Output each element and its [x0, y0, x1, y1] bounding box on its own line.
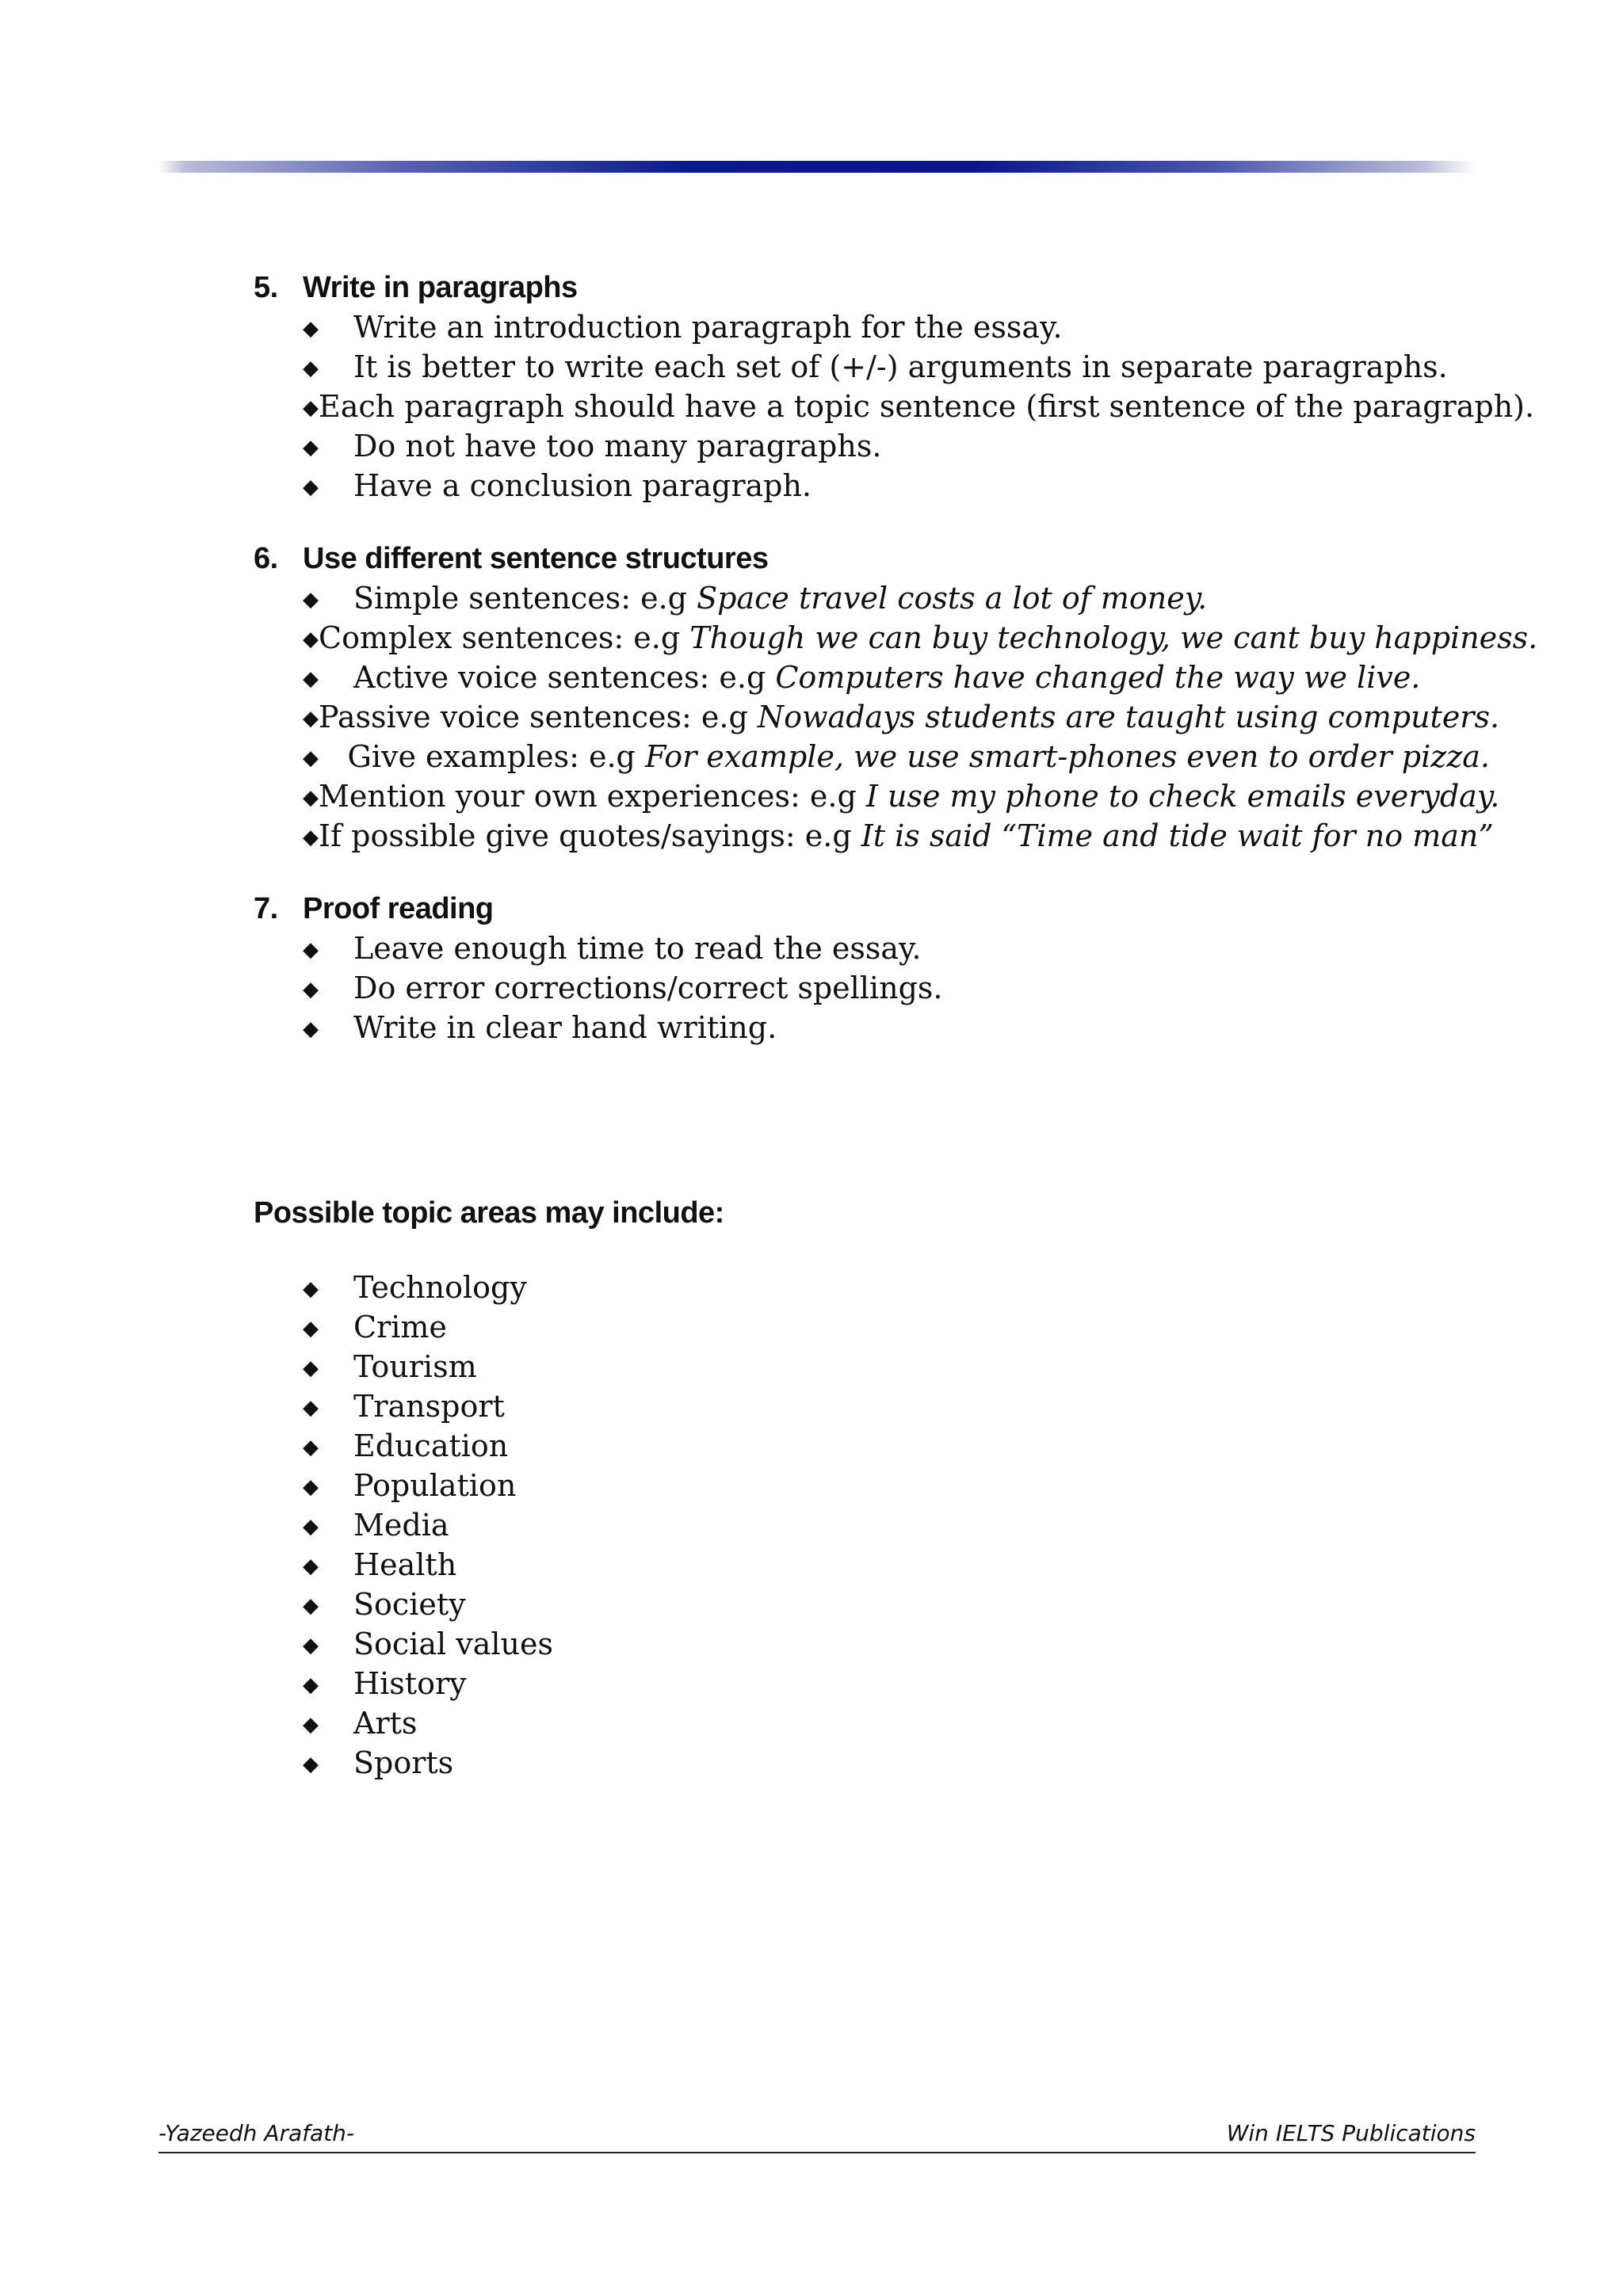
topic-label: Health — [353, 1547, 457, 1582]
item-example: Space travel costs a lot of money. — [697, 581, 1208, 616]
topic-item — [254, 1743, 1490, 1783]
diamond-bullet-icon: ◆ — [303, 317, 319, 341]
topic-label: Arts — [353, 1706, 418, 1741]
diamond-bullet-icon: ◆ — [303, 1634, 319, 1657]
diamond-bullet-icon: ◆ — [303, 1356, 319, 1380]
topic-item — [254, 1426, 1490, 1466]
topic-item — [254, 1585, 1490, 1624]
header-gradient-rule — [158, 161, 1476, 173]
section-title: Proof reading — [303, 892, 494, 925]
section-heading — [254, 889, 1490, 929]
topic-label: Sports — [353, 1745, 454, 1780]
diamond-bullet-icon: ◆ — [303, 1396, 319, 1420]
bullet-list — [254, 929, 1490, 1047]
item-text: Give examples: e.g — [347, 739, 645, 774]
section-number: 6. — [254, 542, 278, 575]
item-text: Passive voice sentences: e.g — [319, 700, 758, 734]
diamond-bullet-icon: ◆ — [303, 667, 319, 691]
item-text: If possible give quotes/sayings: e.g — [319, 818, 861, 853]
diamond-bullet-icon: ◆ — [303, 1515, 319, 1539]
diamond-bullet-icon: ◆ — [303, 357, 319, 380]
diamond-bullet-icon: ◆ — [303, 1436, 319, 1459]
list-item — [254, 387, 1535, 426]
diamond-bullet-icon: ◆ — [303, 1554, 319, 1578]
footer-author: -Yazeedh Arafath- — [158, 2120, 354, 2146]
item-example: For example, we use smart-phones even to order pizza. — [644, 739, 1490, 774]
list-item — [254, 697, 1500, 737]
topic-label: Crime — [353, 1310, 447, 1344]
topics-section — [254, 1268, 1490, 1783]
list-item — [254, 816, 1494, 856]
topic-item — [254, 1703, 1490, 1743]
topics-list — [254, 1268, 1490, 1783]
list-item — [254, 1008, 1490, 1047]
topic-label: Media — [353, 1508, 449, 1543]
topic-item — [254, 1347, 1490, 1386]
item-text: Do not have too many paragraphs. — [353, 429, 882, 463]
diamond-bullet-icon: ◆ — [303, 1017, 319, 1041]
topics-heading: Possible topic areas may include: — [254, 1196, 724, 1230]
page-footer — [158, 2115, 1476, 2153]
section-number: 5. — [254, 271, 278, 304]
topic-item — [254, 1307, 1490, 1347]
topic-label: Education — [353, 1428, 509, 1463]
section-number: 7. — [254, 892, 278, 925]
topic-label: Tourism — [353, 1349, 477, 1384]
list-item — [254, 426, 1490, 466]
diamond-bullet-icon: ◆ — [303, 1673, 319, 1697]
list-item — [254, 347, 1490, 387]
list-item — [254, 968, 1490, 1008]
diamond-bullet-icon: ◆ — [303, 1475, 319, 1499]
diamond-bullet-icon: ◆ — [303, 826, 319, 849]
item-text: It is better to write each set of (+/-) arguments in separate paragraphs. — [353, 349, 1448, 384]
bullet-list — [254, 578, 1538, 856]
list-item — [254, 578, 1490, 618]
topic-item — [254, 1386, 1490, 1426]
diamond-bullet-icon: ◆ — [303, 436, 319, 460]
item-text: Complex sentences: e.g — [319, 620, 690, 655]
diamond-bullet-icon: ◆ — [303, 627, 319, 651]
topic-label: Technology — [353, 1270, 527, 1305]
footer-publisher: Win IELTS Publications — [1226, 2120, 1476, 2146]
diamond-bullet-icon: ◆ — [303, 396, 319, 420]
diamond-bullet-icon: ◆ — [303, 588, 319, 612]
diamond-bullet-icon: ◆ — [303, 1753, 319, 1776]
list-item — [254, 466, 1490, 505]
item-text: Have a conclusion paragraph. — [353, 468, 812, 503]
section-title: Write in paragraphs — [303, 271, 578, 304]
list-item — [254, 307, 1490, 347]
topic-label: Population — [353, 1468, 517, 1503]
diamond-bullet-icon: ◆ — [303, 746, 319, 770]
item-example: Nowadays students are taught using computers. — [757, 700, 1500, 734]
topic-item — [254, 1466, 1490, 1505]
section-title: Use different sentence structures — [303, 542, 769, 575]
item-example: It is said “Time and tide wait for no man” — [861, 818, 1494, 853]
topic-label: History — [353, 1666, 467, 1701]
topic-label: Transport — [353, 1389, 505, 1424]
topic-item — [254, 1624, 1490, 1664]
item-text: Active voice sentences: e.g — [353, 660, 776, 695]
diamond-bullet-icon: ◆ — [303, 1277, 319, 1301]
item-text: Write an introduction paragraph for the essay. — [353, 310, 1063, 345]
topic-label: Social values — [353, 1627, 553, 1661]
list-item — [254, 658, 1490, 697]
section-write-in-paragraphs — [254, 268, 1535, 505]
diamond-bullet-icon: ◆ — [303, 1713, 319, 1737]
section-heading — [254, 539, 1490, 578]
list-item — [254, 618, 1538, 658]
list-item — [254, 929, 1490, 968]
item-text: Simple sentences: e.g — [353, 581, 697, 616]
topic-label: Society — [353, 1587, 466, 1622]
section-heading — [254, 268, 1490, 307]
diamond-bullet-icon: ◆ — [303, 978, 319, 1001]
section-proof-reading — [254, 889, 1490, 1047]
list-item — [254, 737, 1490, 776]
diamond-bullet-icon: ◆ — [303, 707, 319, 730]
item-example: Though we can buy technology, we cant buy happiness. — [689, 620, 1538, 655]
item-text: Mention your own experiences: e.g — [319, 779, 866, 814]
topic-item — [254, 1545, 1490, 1585]
item-text: Each paragraph should have a topic sentence (first sentence of the paragraph). — [319, 389, 1535, 424]
topic-item — [254, 1664, 1490, 1703]
topic-item — [254, 1268, 1490, 1307]
bullet-list — [254, 307, 1535, 505]
diamond-bullet-icon: ◆ — [303, 1317, 319, 1341]
topic-item — [254, 1505, 1490, 1545]
diamond-bullet-icon: ◆ — [303, 938, 319, 962]
section-sentence-structures — [254, 539, 1538, 856]
diamond-bullet-icon: ◆ — [303, 786, 319, 810]
diamond-bullet-icon: ◆ — [303, 475, 319, 499]
item-example: Computers have changed the way we live. — [775, 660, 1421, 695]
item-text: Leave enough time to read the essay. — [353, 931, 922, 966]
item-text: Write in clear hand writing. — [353, 1010, 777, 1045]
diamond-bullet-icon: ◆ — [303, 1594, 319, 1618]
item-text: Do error corrections/correct spellings. — [353, 971, 943, 1005]
item-example: I use my phone to check emails everyday. — [865, 779, 1500, 814]
list-item — [254, 776, 1500, 816]
